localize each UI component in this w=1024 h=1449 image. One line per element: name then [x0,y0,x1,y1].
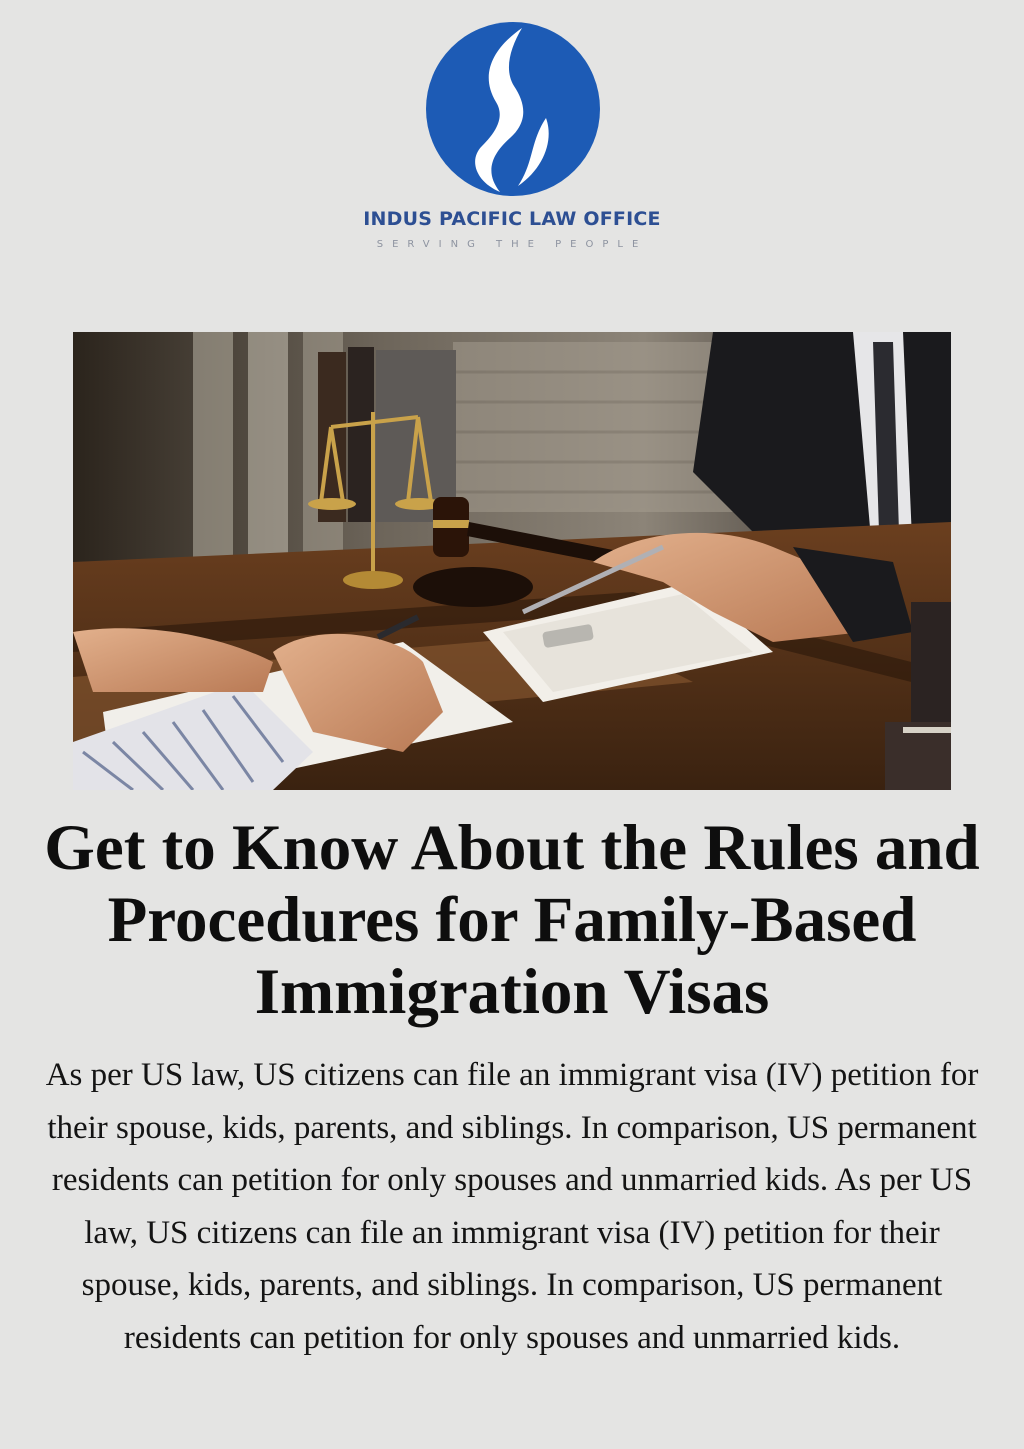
hero-photo [73,332,951,790]
brand-name: INDUS PACIFIC LAW OFFICE [363,208,661,230]
brand-tagline: SERVING THE PEOPLE [376,239,648,248]
brand-logo [0,22,1024,262]
lawyer-desk-illustration [73,332,951,790]
article-title: Get to Know About the Rules and Procedures for Family-Based Immigration Visas [44,812,980,1028]
article-body: As per US law, US citizens can file an immigrant visa (IV) petition for their spouse, kids, parents, and siblings. In comparison, US permanent residents can petition for only spouses and unmarried kids. As per US law, US citizens can file an immigrant visa (IV) petition for their spouse, kids, parents, and siblings. In comparison, US permanent residents can petition for only spouses and unmarried kids. [45,1057,979,1356]
flame-logo-icon [426,22,600,196]
